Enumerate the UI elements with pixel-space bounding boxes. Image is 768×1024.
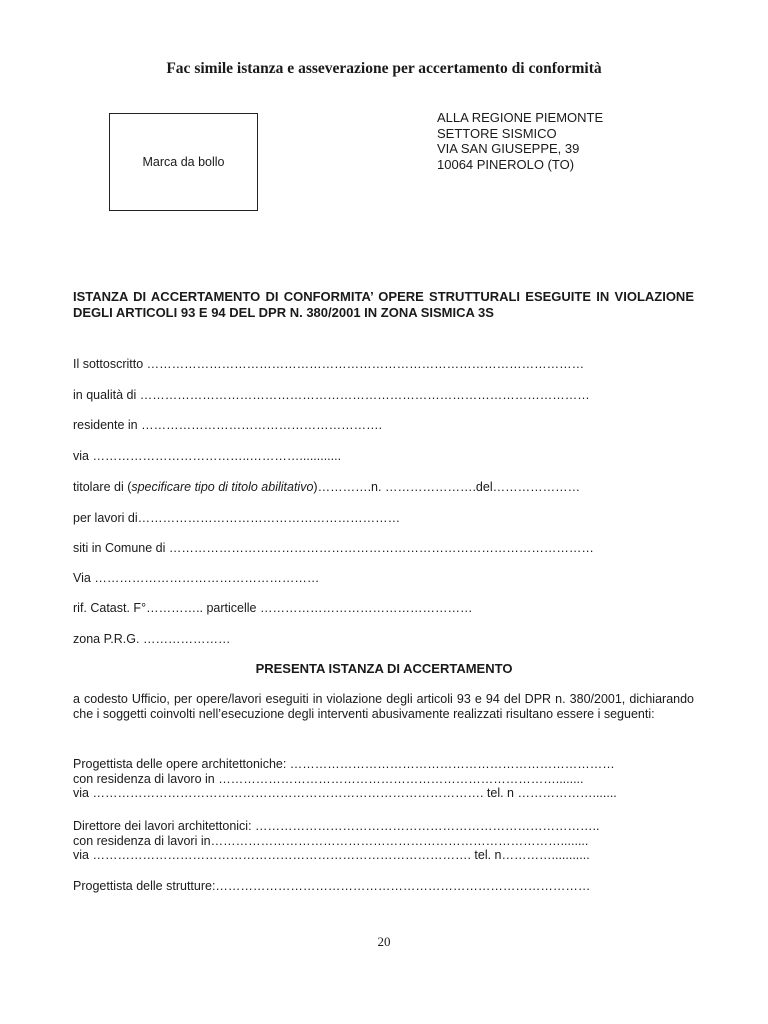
page-number: 20 [377, 934, 391, 949]
block-line: via …………………………………………………………………………………. tel. n ………………....... [73, 786, 617, 800]
block-line: Progettista delle opere architettoniche: …………………………………………………………………… [73, 757, 615, 771]
field-prg: zona P.R.G. ………………… [73, 632, 231, 646]
block-line: Direttore dei lavori architettonici: ……………………………………………………………………….. [73, 819, 600, 833]
progettista-strutture-block [73, 879, 590, 894]
block-line: con residenza di lavori in…………………………………………………………………………........ [73, 833, 589, 848]
field-lavori: per lavori di……………………………………………………… [73, 511, 401, 525]
progettista-architettoniche-block [73, 757, 617, 801]
titolare-italic: specificare tipo di titolo abilitativo [131, 480, 314, 494]
direttore-lavori-block [73, 819, 599, 863]
recipient-address [437, 110, 603, 172]
recipient-line: ALLA REGIONE PIEMONTE [437, 110, 604, 125]
section-heading: PRESENTA ISTANZA DI ACCERTAMENTO [255, 661, 513, 676]
field-catasto: rif. Catast. F°………….. particelle …………………………………………… [73, 601, 473, 615]
field-comune: siti in Comune di ………………………………………………………………………………………… [73, 541, 594, 555]
field-residente: residente in …………………………………………………. [73, 418, 383, 432]
recipient-line: SETTORE SISMICO [437, 125, 557, 141]
block-line: Progettista delle strutture:……………………………………………………………………………… [73, 879, 591, 893]
document-title: Fac simile istanza e asseverazione per accertamento di conformità [166, 60, 602, 77]
recipient-line: 10064 PINEROLO (TO) [437, 156, 575, 172]
recipient-line: VIA SAN GIUSEPPE, 39 [437, 141, 580, 156]
field-via-lavori: Via ……………………………………………… [73, 571, 320, 585]
request-paragraph: a codesto Ufficio, per opere/lavori eseguiti in violazione degli articoli 93 e 94 del DPR n. 380/2001, dichiarando che i soggetti coinvolti nell’esecuzione degli interventi abusivamente realizzati risultano essere i seguenti: [73, 692, 694, 721]
stamp-box [109, 113, 258, 211]
titolare-prefix: titolare di ( [73, 480, 132, 494]
field-qualita: in qualità di ……………………………………………………………………………………………… [73, 388, 590, 402]
titolare-suffix: )………….n. ………………….del………………… [313, 480, 581, 494]
stamp-box-label: Marca da bollo [142, 155, 225, 169]
block-line: con residenza di lavoro in ………………………………………………………………………........ [73, 771, 584, 786]
request-heading: ISTANZA DI ACCERTAMENTO DI CONFORMITA’ OPERE STRUTTURALI ESEGUITE IN VIOLAZIONE DEGLI ARTICOLI 93 E 94 DEL DPR N. 380/2001 IN ZONA SISMICA 3S [73, 289, 694, 320]
field-sottoscritto: Il sottoscritto …………………………………………………………………………………………… [73, 357, 585, 371]
field-via: via ………………………………..…………............ [73, 449, 342, 463]
block-line: via ………………………………………………………………………………. tel. n…………........... [73, 848, 590, 862]
field-titolare [73, 480, 580, 494]
